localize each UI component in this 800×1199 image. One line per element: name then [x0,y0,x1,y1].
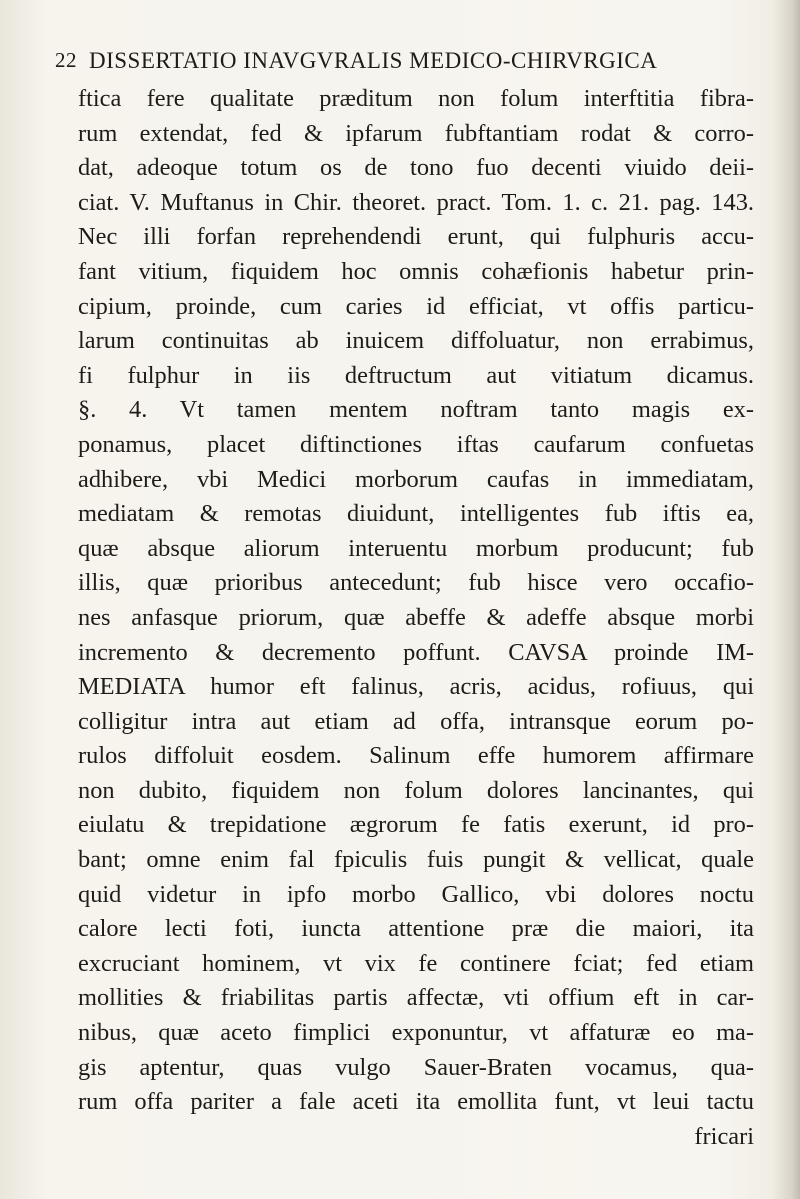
text-line: mediatam & remotas diuidunt, intelligentes fub iftis ea, [78,500,754,528]
page-edge-shadow [772,0,800,1199]
running-title: DISSERTATIO INAVGVRALIS MEDICO-CHIRVRGICA [89,48,658,73]
text-line: excruciant hominem, vt vix fe continere fciat; fed etiam [78,949,754,977]
text-line: larum continuitas ab inuicem diffoluatur, non errabimus, [78,327,754,355]
text-line: gis aptentur, quas vulgo Sauer-Braten vocamus, qua- [78,1053,754,1081]
text-line: dat, adeoque totum os de tono fuo decenti viuido deii- [78,154,754,182]
text-line: quid videtur in ipfo morbo Gallico, vbi dolores noctu [78,880,754,908]
text-line: mollities & friabilitas partis affectæ, vti offium eft in car- [78,984,754,1012]
text-line: rum offa pariter a fale aceti ita emollita funt, vt leui tactu [78,1088,754,1116]
text-line: rulos diffoluit eosdem. Salinum effe humorem affirmare [78,742,754,770]
catchword: fricari [694,1122,754,1150]
text-line: calore lecti foti, iuncta attentione præ die maiori, ita [78,915,754,943]
text-line: cipium, proinde, cum caries id efficiat, vt offis particu- [78,292,754,320]
page-number: 22 [55,48,77,72]
text-line: adhibere, vbi Medici morborum caufas in immediatam, [78,465,754,493]
text-line: incremento & decremento poffunt. CAVSA proinde IM- [78,638,754,666]
text-line: eiulatu & trepidatione ægrorum fe fatis exerunt, id pro- [78,811,754,839]
text-line: Nec illi forfan reprehendendi erunt, qui fulphuris accu- [78,223,754,251]
text-line: fi fulphur in iis deftructum aut vitiatum dicamus. [78,361,754,389]
text-line: quæ absque aliorum interuentu morbum producunt; fub [78,534,754,562]
text-line: non dubito, fiquidem non folum dolores lancinantes, qui [78,776,754,804]
text-line: nibus, quæ aceto fimplici exponuntur, vt affaturæ eo ma- [78,1019,754,1047]
text-line: ponamus, placet diftinctiones iftas caufarum confuetas [78,430,754,458]
text-line: MEDIATA humor eft falinus, acris, acidus, rofiuus, qui [78,673,754,701]
text-line: colligitur intra aut etiam ad offa, intransque eorum po- [78,707,754,735]
text-line: illis, quæ prioribus antecedunt; fub hisce vero occafio- [78,569,754,597]
text-line: rum extendat, fed & ipfarum fubftantiam rodat & corro- [78,119,754,147]
text-line: ciat. V. Muftanus in Chir. theoret. pract. Tom. 1. c. 21. pag. 143. [78,188,754,216]
text-line: §. 4. Vt tamen mentem noftram tanto magis ex- [78,396,754,424]
page-header [55,48,755,78]
text-line: nes anfasque priorum, quæ abeffe & adeffe absque morbi [78,603,754,631]
body-text [78,82,754,1154]
text-line: ftica fere qualitate præditum non folum interftitia fibra- [78,85,754,112]
text-line: fant vitium, fiquidem hoc omnis cohæfionis habetur prin- [78,257,754,285]
text-line: bant; omne enim fal fpiculis fuis pungit & vellicat, quale [78,846,754,874]
